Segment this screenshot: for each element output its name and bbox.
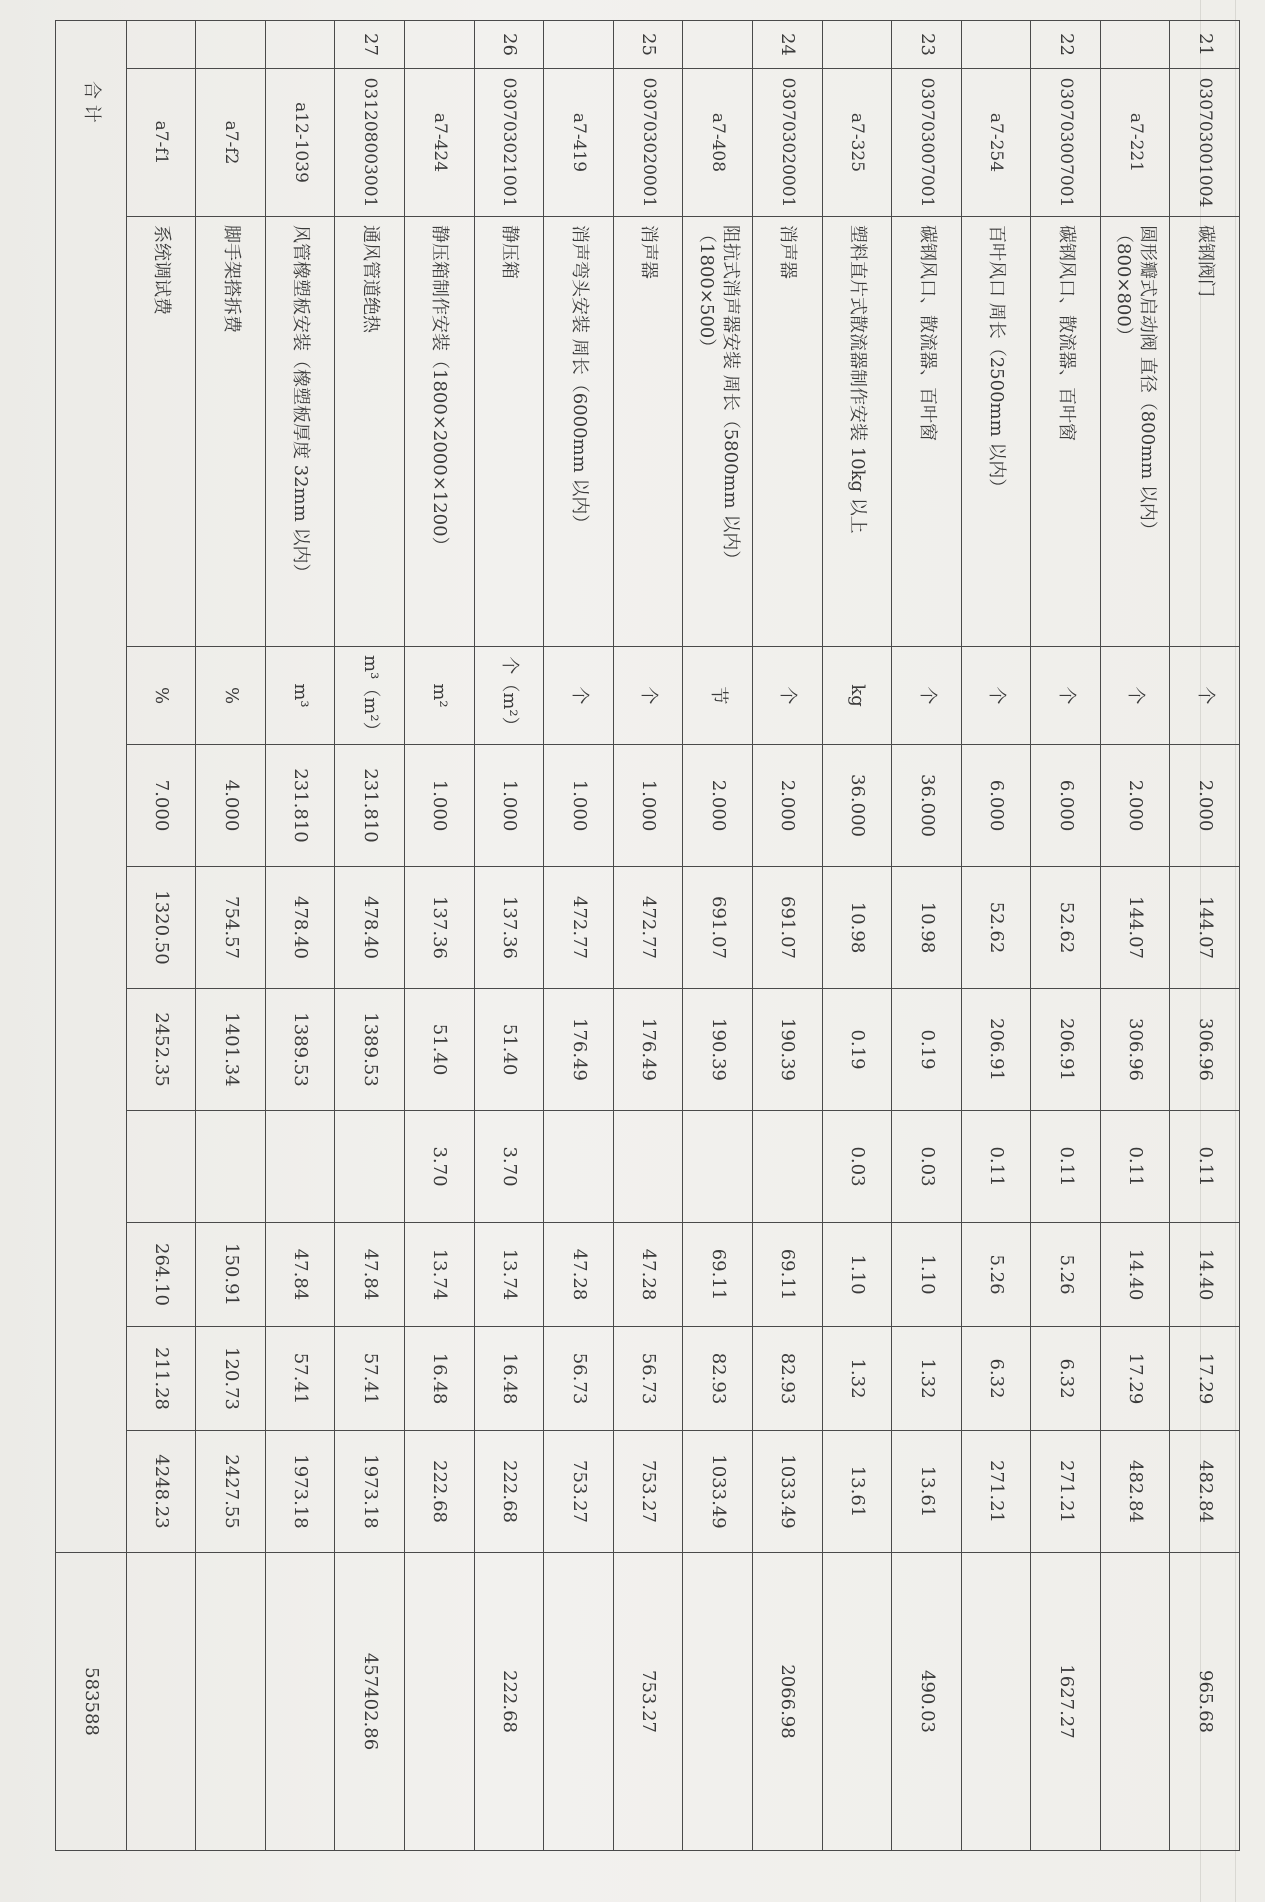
unit: 个 [1170, 647, 1240, 745]
table-row [752, 21, 822, 1851]
rotated-table-wrapper [55, 20, 1240, 1850]
unit-price: 753.27 [544, 1431, 614, 1553]
table-row [335, 21, 405, 1851]
total-price [196, 1553, 266, 1851]
labor-cost: 137.36 [405, 867, 475, 989]
machinery-cost: 0.11 [961, 1111, 1031, 1223]
machinery-cost: 3.70 [474, 1111, 544, 1223]
machinery-cost [196, 1111, 266, 1223]
management-fee: 1.10 [822, 1223, 892, 1327]
profit: 211.28 [126, 1327, 196, 1431]
management-fee: 14.40 [1170, 1223, 1240, 1327]
item-code: 031208003001 [335, 69, 405, 217]
unit: 节 [683, 647, 753, 745]
labor-cost: 691.07 [752, 867, 822, 989]
unit: 个 [613, 647, 683, 745]
item-code: a7-f1 [126, 69, 196, 217]
table-row [1100, 21, 1170, 1851]
profit: 56.73 [544, 1327, 614, 1431]
item-code: a7-325 [822, 69, 892, 217]
machinery-cost [752, 1111, 822, 1223]
labor-cost: 52.62 [961, 867, 1031, 989]
unit: 个 [1100, 647, 1170, 745]
item-name: 阻抗式消声器安装 周长（5800mm 以内）（1800×500） [683, 217, 753, 647]
item-name: 百叶风口 周长（2500mm 以内） [961, 217, 1031, 647]
management-fee: 13.74 [474, 1223, 544, 1327]
material-cost: 0.19 [822, 989, 892, 1111]
profit: 6.32 [1031, 1327, 1101, 1431]
total-label: 合 计 [56, 21, 127, 1553]
table-row [613, 21, 683, 1851]
table-row [126, 21, 196, 1851]
item-name: 塑料直片式散流器制作安装 10kg 以上 [822, 217, 892, 647]
unit: m² [405, 647, 475, 745]
unit: 个（m²） [474, 647, 544, 745]
item-name: 风管橡塑板安装（橡塑板厚度 32mm 以内） [265, 217, 335, 647]
total-value: 583588 [56, 1553, 127, 1851]
labor-cost: 691.07 [683, 867, 753, 989]
unit-price: 753.27 [613, 1431, 683, 1553]
item-code: 030703007001 [1031, 69, 1101, 217]
machinery-cost: 0.03 [892, 1111, 962, 1223]
labor-cost: 1320.50 [126, 867, 196, 989]
item-name: 圆形瓣式启动阀 直径（800mm 以内）（800×800） [1100, 217, 1170, 647]
quantity: 4.000 [196, 745, 266, 867]
material-cost: 51.40 [405, 989, 475, 1111]
item-name: 静压箱制作安装（1800×2000×1200） [405, 217, 475, 647]
machinery-cost [544, 1111, 614, 1223]
material-cost: 0.19 [892, 989, 962, 1111]
row-number [265, 21, 335, 69]
profit: 120.73 [196, 1327, 266, 1431]
unit-price: 271.21 [961, 1431, 1031, 1553]
table-row [265, 21, 335, 1851]
item-code: a7-408 [683, 69, 753, 217]
management-fee: 47.28 [544, 1223, 614, 1327]
material-cost: 51.40 [474, 989, 544, 1111]
item-name: 碳钢风口、散流器、百叶窗 [892, 217, 962, 647]
unit-price: 271.21 [1031, 1431, 1101, 1553]
quantity: 1.000 [613, 745, 683, 867]
unit-price: 13.61 [892, 1431, 962, 1553]
row-number [405, 21, 475, 69]
item-code: a7-221 [1100, 69, 1170, 217]
quantity: 36.000 [822, 745, 892, 867]
labor-cost: 52.62 [1031, 867, 1101, 989]
item-code: 030703020001 [613, 69, 683, 217]
labor-cost: 754.57 [196, 867, 266, 989]
profit: 57.41 [335, 1327, 405, 1431]
management-fee: 69.11 [752, 1223, 822, 1327]
item-code: 030703007001 [892, 69, 962, 217]
unit-price: 222.68 [405, 1431, 475, 1553]
machinery-cost [126, 1111, 196, 1223]
management-fee: 13.74 [405, 1223, 475, 1327]
total-price: 753.27 [613, 1553, 683, 1851]
unit-price: 1973.18 [265, 1431, 335, 1553]
table-row [822, 21, 892, 1851]
row-number: 22 [1031, 21, 1101, 69]
quantity: 2.000 [1100, 745, 1170, 867]
row-number: 27 [335, 21, 405, 69]
total-price [126, 1553, 196, 1851]
item-code: a7-424 [405, 69, 475, 217]
profit: 6.32 [961, 1327, 1031, 1431]
machinery-cost [335, 1111, 405, 1223]
machinery-cost: 0.11 [1031, 1111, 1101, 1223]
unit-price: 2427.55 [196, 1431, 266, 1553]
unit: m³ [265, 647, 335, 745]
item-name: 碳钢风口、散流器、百叶窗 [1031, 217, 1101, 647]
total-price [1100, 1553, 1170, 1851]
unit-price: 1033.49 [683, 1431, 753, 1553]
total-price: 2066.98 [752, 1553, 822, 1851]
total-price [961, 1553, 1031, 1851]
total-price: 1627.27 [1031, 1553, 1101, 1851]
item-code: 030703020001 [752, 69, 822, 217]
machinery-cost: 0.11 [1100, 1111, 1170, 1223]
unit: 个 [1031, 647, 1101, 745]
quantity: 1.000 [474, 745, 544, 867]
profit: 57.41 [265, 1327, 335, 1431]
row-number: 26 [474, 21, 544, 69]
table-row [196, 21, 266, 1851]
item-code: a7-f2 [196, 69, 266, 217]
unit: % [126, 647, 196, 745]
unit: % [196, 647, 266, 745]
quantity: 36.000 [892, 745, 962, 867]
management-fee: 47.84 [265, 1223, 335, 1327]
material-cost: 306.96 [1170, 989, 1240, 1111]
labor-cost: 478.40 [335, 867, 405, 989]
profit: 1.32 [822, 1327, 892, 1431]
total-price: 222.68 [474, 1553, 544, 1851]
quantity: 1.000 [544, 745, 614, 867]
profit: 82.93 [752, 1327, 822, 1431]
management-fee: 5.26 [1031, 1223, 1101, 1327]
unit: kg [822, 647, 892, 745]
total-price [265, 1553, 335, 1851]
quantity: 2.000 [752, 745, 822, 867]
labor-cost: 472.77 [613, 867, 683, 989]
total-row [56, 21, 127, 1851]
unit-price: 1973.18 [335, 1431, 405, 1553]
cost-analysis-table [55, 20, 1240, 1851]
profit: 17.29 [1170, 1327, 1240, 1431]
item-name: 系统调试费 [126, 217, 196, 647]
management-fee: 5.26 [961, 1223, 1031, 1327]
management-fee: 150.91 [196, 1223, 266, 1327]
row-number [961, 21, 1031, 69]
unit-price: 222.68 [474, 1431, 544, 1553]
unit-price: 1033.49 [752, 1431, 822, 1553]
machinery-cost: 0.03 [822, 1111, 892, 1223]
material-cost: 190.39 [683, 989, 753, 1111]
row-number [822, 21, 892, 69]
machinery-cost [265, 1111, 335, 1223]
row-number [683, 21, 753, 69]
unit: 个 [752, 647, 822, 745]
item-name: 碳钢阀门 [1170, 217, 1240, 647]
unit: 个 [544, 647, 614, 745]
quantity: 6.000 [1031, 745, 1101, 867]
unit-price: 482.84 [1100, 1431, 1170, 1553]
machinery-cost [683, 1111, 753, 1223]
material-cost: 190.39 [752, 989, 822, 1111]
labor-cost: 144.07 [1100, 867, 1170, 989]
labor-cost: 10.98 [822, 867, 892, 989]
unit-price: 13.61 [822, 1431, 892, 1553]
total-price: 457402.86 [335, 1553, 405, 1851]
item-name: 消声器 [752, 217, 822, 647]
table-row [892, 21, 962, 1851]
material-cost: 176.49 [544, 989, 614, 1111]
item-name: 消声器 [613, 217, 683, 647]
total-price: 490.03 [892, 1553, 962, 1851]
quantity: 2.000 [683, 745, 753, 867]
machinery-cost: 0.11 [1170, 1111, 1240, 1223]
row-number: 25 [613, 21, 683, 69]
table-row [1170, 21, 1240, 1851]
item-code: a7-419 [544, 69, 614, 217]
management-fee: 264.10 [126, 1223, 196, 1327]
material-cost: 2452.35 [126, 989, 196, 1111]
row-number [126, 21, 196, 69]
row-number: 23 [892, 21, 962, 69]
material-cost: 1401.34 [196, 989, 266, 1111]
table-row [405, 21, 475, 1851]
material-cost: 206.91 [1031, 989, 1101, 1111]
profit: 17.29 [1100, 1327, 1170, 1431]
profit: 16.48 [474, 1327, 544, 1431]
quantity: 231.810 [265, 745, 335, 867]
labor-cost: 10.98 [892, 867, 962, 989]
material-cost: 206.91 [961, 989, 1031, 1111]
item-code: 030703021001 [474, 69, 544, 217]
labor-cost: 472.77 [544, 867, 614, 989]
table-row [474, 21, 544, 1851]
profit: 16.48 [405, 1327, 475, 1431]
row-number [196, 21, 266, 69]
unit-price: 4248.23 [126, 1431, 196, 1553]
machinery-cost [613, 1111, 683, 1223]
profit: 56.73 [613, 1327, 683, 1431]
row-number: 21 [1170, 21, 1240, 69]
quantity: 1.000 [405, 745, 475, 867]
material-cost: 306.96 [1100, 989, 1170, 1111]
labor-cost: 137.36 [474, 867, 544, 989]
machinery-cost: 3.70 [405, 1111, 475, 1223]
material-cost: 1389.53 [335, 989, 405, 1111]
labor-cost: 144.07 [1170, 867, 1240, 989]
unit-price: 482.84 [1170, 1431, 1240, 1553]
item-name: 脚手架搭拆费 [196, 217, 266, 647]
table-row [961, 21, 1031, 1851]
item-code: a7-254 [961, 69, 1031, 217]
item-code: a12-1039 [265, 69, 335, 217]
material-cost: 176.49 [613, 989, 683, 1111]
item-code: 030703001004 [1170, 69, 1240, 217]
management-fee: 47.84 [335, 1223, 405, 1327]
management-fee: 14.40 [1100, 1223, 1170, 1327]
profit: 82.93 [683, 1327, 753, 1431]
profit: 1.32 [892, 1327, 962, 1431]
quantity: 231.810 [335, 745, 405, 867]
table-row [544, 21, 614, 1851]
total-price [405, 1553, 475, 1851]
unit: m³（m²） [335, 647, 405, 745]
quantity: 7.000 [126, 745, 196, 867]
unit: 个 [961, 647, 1031, 745]
item-name: 通风管道绝热 [335, 217, 405, 647]
total-price [683, 1553, 753, 1851]
table-row [1031, 21, 1101, 1851]
item-name: 消声弯头安装 周长（6000mm 以内） [544, 217, 614, 647]
management-fee: 1.10 [892, 1223, 962, 1327]
total-price [822, 1553, 892, 1851]
total-price: 965.68 [1170, 1553, 1240, 1851]
row-number: 24 [752, 21, 822, 69]
item-name: 静压箱 [474, 217, 544, 647]
labor-cost: 478.40 [265, 867, 335, 989]
quantity: 2.000 [1170, 745, 1240, 867]
management-fee: 69.11 [683, 1223, 753, 1327]
quantity: 6.000 [961, 745, 1031, 867]
table-row [683, 21, 753, 1851]
row-number [1100, 21, 1170, 69]
row-number [544, 21, 614, 69]
unit: 个 [892, 647, 962, 745]
material-cost: 1389.53 [265, 989, 335, 1111]
management-fee: 47.28 [613, 1223, 683, 1327]
total-price [544, 1553, 614, 1851]
